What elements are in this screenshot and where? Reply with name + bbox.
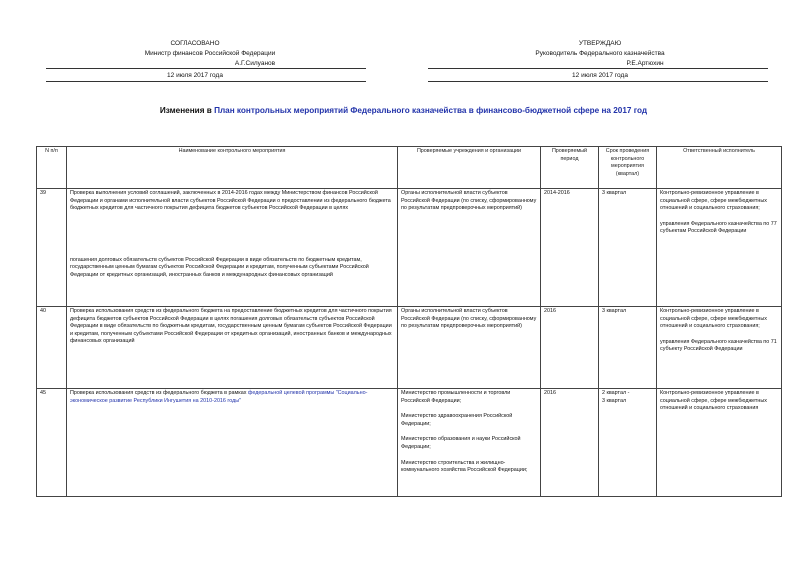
approval-left-position: Министр финансов Российской Федерации xyxy=(144,50,276,57)
row-term: 3 квартал xyxy=(599,189,657,307)
table-row xyxy=(37,307,782,389)
row-measure-name xyxy=(67,389,398,497)
measure-text xyxy=(70,390,394,405)
row-number: 45 xyxy=(37,389,67,497)
row-number: 40 xyxy=(37,307,67,389)
measure-text-part-2: погашения долговых обязательств субъектов Российской Федерации в виде обязательств по бюджетным кредитам, государственным ценным бумагам субъектов Российской Федерации и кредитам, полученным субъектами Российской Федерации от кредитных организаций, иностранных банков и международных финансовых организаций xyxy=(70,256,369,278)
header-executor: Ответственный исполнитель xyxy=(657,147,782,189)
approval-left-date: 12 июля 2017 года xyxy=(167,72,223,79)
row-organizations xyxy=(398,189,541,307)
executor-entry: Контрольно-ревизионное управление в социальной сфере, сфере межбюджетных отношений и социального страхования; xyxy=(660,308,767,330)
row-executor xyxy=(657,189,782,307)
executor-entry: Контрольно-ревизионное управление в социальной сфере, сфере межбюджетных отношений и социального страхования; xyxy=(660,190,767,212)
title-plan-link[interactable]: План контрольных мероприятий Федерального казначейства в финансово-бюджетной сфере на 2017 год xyxy=(214,106,648,115)
measure-text-part-1: Проверка использования средств из федерального бюджета на предоставление бюджетных кредитов для частичного покрытия дефицита бюджетов субъектов Российской Федерации в целях погашения долговых обязательств субъектов Российской Федерации в виде обязательств по бюджетным кредитам, государственным ценным бумагам субъектов Российской Федерации и кредитам, полученным субъектами Российской Федерации от кредитных организаций, иностранных банков и международных финансовых организаций xyxy=(70,308,392,345)
term-start: 2 квартал - xyxy=(602,390,630,396)
header-measure-name: Наименование контрольного мероприятия xyxy=(67,147,398,189)
approval-right-signature-line xyxy=(428,68,768,69)
row-period: 2016 xyxy=(541,307,599,389)
approval-right-name: Р.Е.Артюхин xyxy=(626,60,664,67)
program-link[interactable]: федеральной целевой программы "Социально-экономическое развитие Республики Ингушетия на 2010-2016 годы" xyxy=(70,390,368,404)
executor-entry: управления Федерального казначейства по 77 субъектам Российской Федерации xyxy=(660,220,777,235)
approval-right-heading: УТВЕРЖДАЮ xyxy=(578,40,622,47)
header-term: Срок проведения контрольного мероприятия (квартал) xyxy=(599,147,657,189)
header-organizations: Проверяемые учреждения и организации xyxy=(398,147,541,189)
row-organizations xyxy=(398,389,541,497)
row-period: 2016 xyxy=(541,389,599,497)
row-organizations xyxy=(398,307,541,389)
organization-entry: Органы исполнительной власти субъектов Российской Федерации (по списку, сформированному по результатам предпроверочных мероприятий) xyxy=(401,190,537,212)
table-row xyxy=(37,389,782,497)
row-executor xyxy=(657,389,782,497)
organization-entry: Министерство образования и науки Российской Федерации; xyxy=(401,436,521,450)
row-measure-name xyxy=(67,189,398,307)
table-row xyxy=(37,189,782,307)
approval-left-name: А.Г.Силуанов xyxy=(234,60,276,67)
approval-right-date-line xyxy=(428,81,768,82)
approval-left-date-line xyxy=(46,81,366,82)
approval-left-heading: СОГЛАСОВАНО xyxy=(170,40,220,47)
executor-entry: управления Федерального казначейства по 71 субъекту Российской Федерации xyxy=(660,338,777,353)
header-number: N п/п xyxy=(37,147,67,189)
approval-left-signature-line xyxy=(46,68,366,69)
approval-right-date: 12 июля 2017 года xyxy=(572,72,628,79)
title-prefix: Изменения в xyxy=(159,106,215,115)
header-period: Проверяемый период xyxy=(541,147,599,189)
row-measure-name xyxy=(67,307,398,389)
organization-entry: Органы исполнительной власти субъектов Российской Федерации (по списку, сформированному по результатам предпроверочных мероприятий) xyxy=(401,308,537,330)
executor-entry: Контрольно-ревизионное управление в социальной сфере, сфере межбюджетных отношений и социального страхования xyxy=(660,390,767,412)
organization-entry: Министерство здравоохранения Российской Федерации; xyxy=(401,413,513,427)
row-number: 39 xyxy=(37,189,67,307)
measure-text-prefix: Проверка использования средств из федерального бюджета в рамках xyxy=(70,390,248,396)
organization-entry: Министерство строительства и жилищно-коммунального хозяйства Российской Федерации; xyxy=(401,459,528,474)
row-term xyxy=(599,389,657,497)
measure-text-part-1: Проверка выполнения условий соглашений, заключенных в 2014-2016 годах между Министерством финансов Российской Федерации и органами исполнительной власти субъектов Российской Федерации о предоставлении из федерального бюджета бюджетных кредитов для частичного покрытия дефицита бюджетов субъектов Российской Федерации в целях xyxy=(70,190,391,212)
approval-right-position: Руководитель Федерального казначейства xyxy=(535,50,665,57)
row-term: 3 квартал xyxy=(599,307,657,389)
term-end: 3 квартал xyxy=(602,397,627,404)
plan-changes-table xyxy=(36,146,782,497)
page-title xyxy=(0,106,807,115)
row-period: 2014-2016 xyxy=(541,189,599,307)
organization-entry: Министерство промышленности и торговли Российской Федерации; xyxy=(401,390,511,404)
table-header-row xyxy=(37,147,782,189)
row-executor xyxy=(657,307,782,389)
